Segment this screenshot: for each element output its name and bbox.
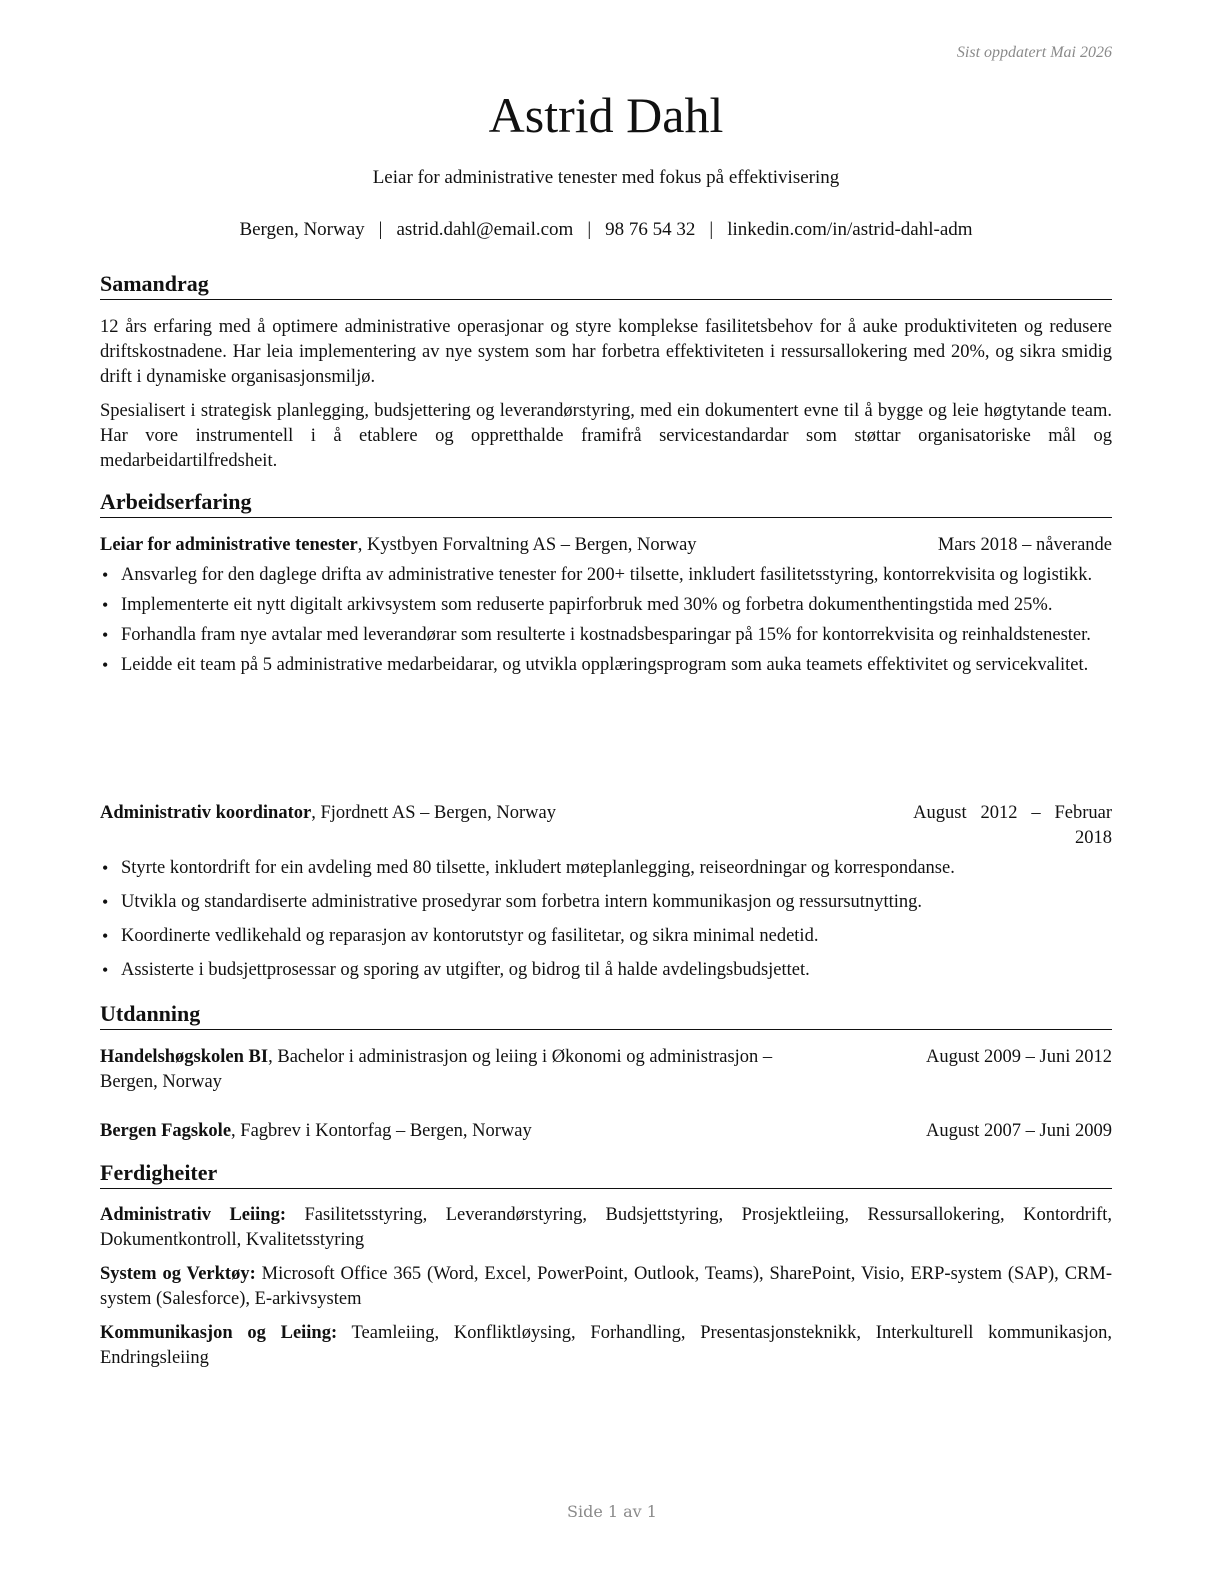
- tagline: Leiar for administrative tenester med fokus på effektivisering: [372, 167, 840, 188]
- section-title-skills: Ferdigheiter: [100, 1159, 1112, 1189]
- list-item: • Koordinerte vedlikehald og reparasjon av kontorutstyr og fasilitetar, og sikra minimal nedetid.: [100, 924, 1112, 949]
- job-dates-line: 2018: [1075, 828, 1112, 848]
- contact-location: Bergen, Norway: [239, 219, 365, 240]
- education-item: [100, 1119, 1112, 1144]
- list-item: • Utvikla og standardiserte administrative prosedyrar som forbetra intern kommunikasjon og ressursutnytting.: [100, 890, 1112, 915]
- summary-paragraph: Spesialisert i strategisk planlegging, budsjettering og leverandørstyring, med ein dokumentert evne til å bygge og leie høgtytande team. Har vore instrumentell i å etablere og oppretthalde framifrå servicestandardar som støttar organisatoriske mål og medarbeidartilfredsheit.: [100, 401, 1112, 471]
- skill-text: Teamleiing, Konfliktløysing, Forhandling, Presentasjonsteknikk, Interkulturell kommunikasjon, Endringsleiing: [100, 1323, 1112, 1368]
- list-item: • Forhandla fram nye avtalar med leverandørar som resulterte i kostnadsbesparingar på 15% for kontorrekvisita og reinhaldstenester.: [100, 623, 1112, 648]
- skill-label: System og Verktøy:: [100, 1264, 256, 1284]
- job-dates: [913, 801, 1112, 851]
- job-header: [100, 801, 1112, 851]
- list-item: • Assisterte i budsjettprosessar og sporing av utgifter, og bidrog til å halde avdelingsbudsjettet.: [100, 958, 1112, 983]
- job-company: , Kystbyen Forvaltning AS – Bergen, Norway: [357, 535, 697, 555]
- contact-line: [100, 219, 1112, 241]
- skill-text: Fasilitetsstyring, Leverandørstyring, Budsjettstyring, Prosjektleiing, Ressursallokering, Kontordrift, Dokumentkontroll, Kvalitetsstyring: [100, 1205, 1113, 1250]
- contact-email[interactable]: astrid.dahl@email.com: [396, 219, 574, 240]
- job-bullets: [100, 563, 1112, 683]
- skill-group: [100, 1321, 1112, 1371]
- job-header: [100, 533, 1112, 558]
- skill-label: Kommunikasjon og Leiing:: [100, 1323, 338, 1343]
- list-item: • Implementerte eit nytt digitalt arkivsystem som reduserte papirforbruk med 30% og forbetra dokumenthentingstida med 25%.: [100, 593, 1112, 618]
- list-item: • Leidde eit team på 5 administrative medarbeidarar, og utvikla opplæringsprogram som auka teamets effektivitet og servicekvalitet.: [100, 653, 1112, 678]
- list-item: • Styrte kontordrift for ein avdeling med 80 tilsette, inkludert møteplanlegging, reiseordningar og korrespondanse.: [100, 856, 1112, 881]
- skill-group: [100, 1203, 1112, 1253]
- contact-linkedin[interactable]: linkedin.com/in/astrid-dahl-adm: [727, 219, 973, 240]
- education-detail: , Fagbrev i Kontorfag – Bergen, Norway: [231, 1121, 532, 1141]
- section-title-experience: Arbeidserfaring: [100, 488, 1112, 518]
- education-school: Handelshøgskolen BI: [100, 1047, 269, 1067]
- list-item: • Ansvarleg for den daglege drifta av administrative tenester for 200+ tilsette, inkludert fasilitetsstyring, kontorrekvisita og logistikk.: [100, 563, 1112, 588]
- job-role: Administrativ koordinator: [100, 803, 312, 823]
- summary-paragraph: 12 års erfaring med å optimere administrative operasjonar og styre komplekse fasilitetsbehov for å auke produktiviteten og redusere driftskostnadene. Har leia implementering av nye system som har forbetra effektiviteten i ressursallokering med 20%, og sikra smidig drift i dynamiske organisasjonsmiljø.: [100, 317, 1112, 387]
- education-dates: August 2007 – Juni 2009: [925, 1121, 1112, 1141]
- section-title-summary: Samandrag: [100, 270, 1112, 300]
- education-detail: , Bachelor i administrasjon og leiing i Økonomi og administrasjon –: [268, 1047, 773, 1067]
- skill-group: [100, 1262, 1112, 1312]
- education-school: Bergen Fagskole: [100, 1121, 232, 1141]
- last-updated: Sist oppdatert Mai 2026: [956, 44, 1112, 61]
- skill-label: Administrativ Leiing:: [100, 1205, 286, 1225]
- page-footer: Side 1 av 1: [567, 1502, 657, 1521]
- job-role: Leiar for administrative tenester: [100, 535, 358, 555]
- skill-text: Microsoft Office 365 (Word, Excel, PowerPoint, Outlook, Teams), SharePoint, Visio, ERP-system (SAP), CRM-system (Salesforce), E-arkivsystem: [100, 1264, 1112, 1309]
- job-dates-line: August 2012 – Februar: [913, 803, 1112, 823]
- job-dates: Mars 2018 – nåverande: [937, 535, 1112, 555]
- education-item: [100, 1045, 1112, 1095]
- education-dates: August 2009 – Juni 2012: [925, 1047, 1112, 1067]
- candidate-name: Astrid Dahl: [488, 87, 724, 143]
- contact-separator: |: [587, 219, 592, 240]
- job-company: , Fjordnett AS – Bergen, Norway: [311, 803, 556, 823]
- contact-phone: 98 76 54 32: [605, 219, 696, 240]
- education-detail: Bergen, Norway: [100, 1072, 222, 1092]
- contact-separator: |: [378, 219, 383, 240]
- section-title-education: Utdanning: [100, 1000, 1112, 1030]
- contact-separator: |: [709, 219, 714, 240]
- job-bullets: [100, 856, 1112, 992]
